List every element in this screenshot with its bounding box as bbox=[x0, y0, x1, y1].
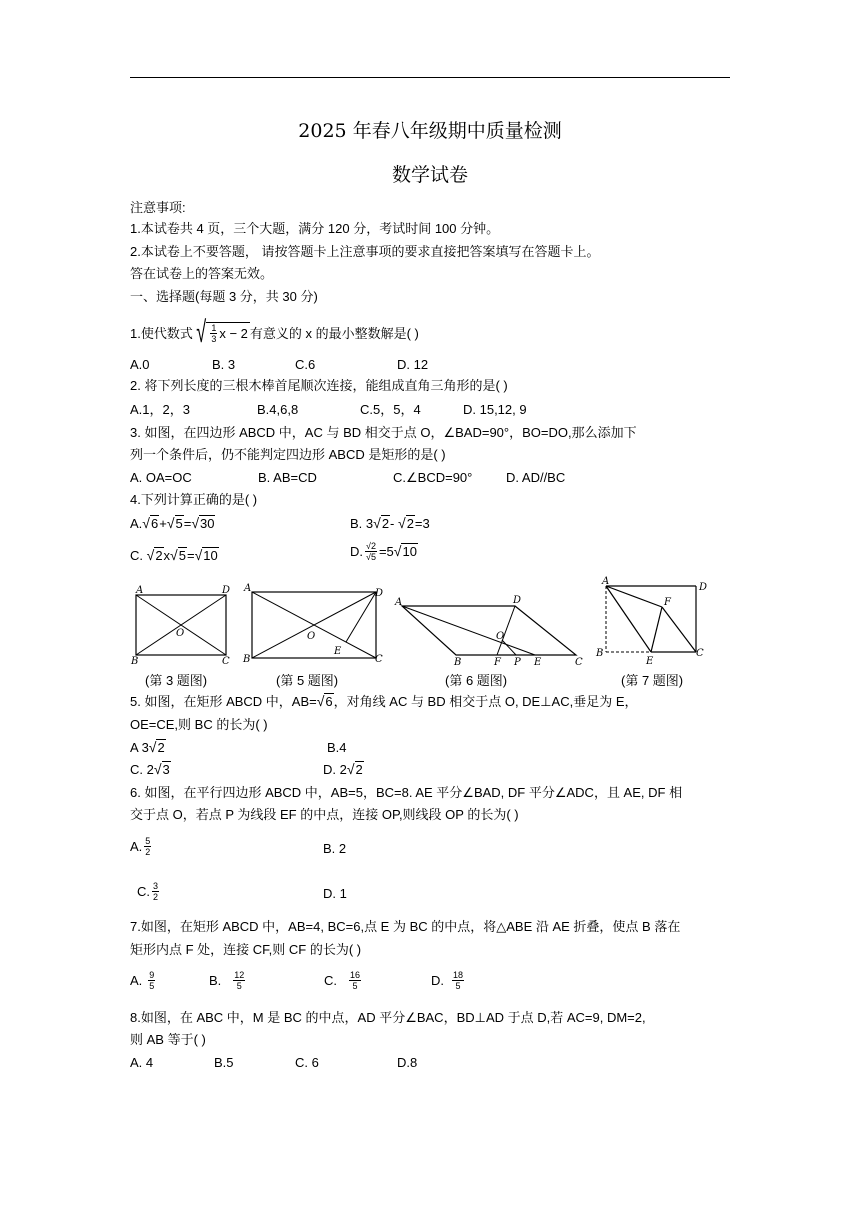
question-6-line-2: 交于点 O，若点 P 为线段 EF 的中点，连接 OP,则线段 OP 的长为( ) bbox=[130, 807, 519, 822]
fig6-label-f: F bbox=[494, 657, 501, 666]
figure-q7 bbox=[592, 576, 714, 666]
q4-option-c: C. √2x√5=√10 bbox=[130, 547, 218, 563]
question-7-line-2: 矩形内点 F 处，连接 CF,则 CF 的长为( ) bbox=[130, 942, 362, 957]
q1-option-d: D. 12 bbox=[397, 357, 429, 372]
question-8-line-2: 则 AB 等于( ) bbox=[130, 1032, 206, 1047]
q1-frac-num: 1 bbox=[211, 323, 217, 333]
q3-option-c: C.∠BCD=90° bbox=[393, 470, 473, 485]
fig7-label-f: F bbox=[664, 597, 671, 608]
question-4-stem: 4.下列计算正确的是( ) bbox=[130, 492, 258, 507]
fig7-label-a: A bbox=[602, 576, 610, 587]
fig6-label-p: P bbox=[514, 657, 521, 666]
figure-caption-q3: (第 3 题图) bbox=[145, 673, 208, 688]
q1-pre: 1.使代数式 bbox=[130, 325, 193, 341]
exam-title: 2025 年春八年级期中质量检测 bbox=[298, 120, 562, 142]
fig3-label-o: O bbox=[176, 628, 185, 639]
fig3-label-b: B bbox=[131, 656, 139, 666]
q1-option-c: C.6 bbox=[295, 357, 316, 372]
q1-option-a: A.0 bbox=[130, 357, 150, 372]
fig6-segment-ae bbox=[402, 606, 535, 655]
q2-option-a: A.1，2，3 bbox=[130, 402, 190, 417]
fig7-label-d: D bbox=[699, 582, 708, 593]
question-7-line-1: 7.如图，在矩形 ABCD 中，AB=4, BC=6,点 E 为 BC 的中点，将△ABE 沿 AE 折叠，使点 B 落在 bbox=[130, 919, 681, 934]
q5-option-b: B.4 bbox=[327, 740, 347, 755]
q4-option-b: B. 3√2- √2=3 bbox=[350, 515, 430, 531]
q3-option-b: B. AB=CD bbox=[258, 470, 317, 485]
fig6-label-o: O bbox=[496, 631, 505, 642]
fig5-label-d: D bbox=[375, 588, 384, 599]
fig6-label-b: B bbox=[454, 657, 462, 666]
fig6-label-c: C bbox=[575, 657, 583, 666]
question-5-line-1: 5. 如图，在矩形 ABCD 中，AB=√6，对角线 AC 与 BD 相交于点 O, DE⊥AC,垂足为 E， bbox=[130, 693, 638, 709]
q3-option-a: A. OA=OC bbox=[130, 470, 192, 485]
fig5-label-b: B bbox=[243, 654, 251, 665]
fig3-label-a: A bbox=[136, 585, 144, 596]
q7-option-a: A. $\frac{9}{5}$ bbox=[130, 970, 155, 991]
section-1-heading: 一、选择题(每题 3 分，共 30 分) bbox=[130, 289, 318, 304]
question-1-stem bbox=[130, 318, 419, 348]
q2-option-b: B.4,6,8 bbox=[257, 402, 299, 417]
q7-option-d: D. $\frac{18}{5}$ bbox=[431, 970, 464, 991]
q7-option-b: B. $\frac{12}{5}$ bbox=[209, 970, 245, 991]
q6-option-a: A. $\frac{5}{2}$ bbox=[130, 836, 151, 857]
fig7-label-e: E bbox=[646, 656, 654, 666]
notes-heading: 注意事项: bbox=[130, 200, 186, 215]
question-5-line-2: OE=CE,则 BC 的长为( ) bbox=[130, 717, 268, 732]
q5-option-a: A 3√2 bbox=[130, 739, 165, 755]
fig6-label-e: E bbox=[534, 657, 542, 666]
figure-q5 bbox=[240, 582, 390, 666]
q8-option-a: A. 4 bbox=[130, 1055, 154, 1070]
fig6-label-a: A bbox=[395, 597, 403, 608]
q1-frac-den: 3 bbox=[211, 334, 217, 344]
q1-post: 有意义的 x 的最小整数解是( ) bbox=[249, 325, 419, 341]
fig7-segment-fe bbox=[651, 607, 662, 652]
fig6-parallelogram bbox=[402, 606, 576, 655]
question-8-line-1: 8.如图，在 ABC 中，M 是 BC 的中点，AD 平分∠BAC，BD⊥AD 于点 D,若 AC=9, DM=2, bbox=[130, 1010, 646, 1025]
q5-option-c: C. 2√3 bbox=[130, 761, 170, 777]
fig6-label-d: D bbox=[513, 595, 522, 606]
figure-caption-q6: (第 6 题图) bbox=[445, 673, 508, 688]
q3-option-d: D. AD//BC bbox=[506, 470, 566, 485]
fig7-segment-ae bbox=[606, 586, 651, 652]
fig5-label-e: E bbox=[334, 646, 342, 657]
q6-option-b: B. 2 bbox=[323, 841, 347, 856]
header-rule bbox=[130, 77, 730, 78]
q8-option-b: B.5 bbox=[214, 1055, 234, 1070]
question-3-line-2: 列一个条件后，仍不能判定四边形 ABCD 是矩形的是( ) bbox=[130, 447, 446, 462]
q1-expr: x − 2 bbox=[219, 326, 248, 341]
fig7-segment-af bbox=[606, 586, 662, 607]
q8-option-c: C. 6 bbox=[295, 1055, 319, 1070]
q5-option-d: D. 2√2 bbox=[323, 761, 363, 777]
fig3-label-c: C bbox=[222, 656, 230, 666]
fig5-label-a: A bbox=[244, 583, 252, 594]
fig5-label-c: C bbox=[375, 654, 383, 665]
q1-radical: √ $\frac{1}{3}$ x − 2 bbox=[196, 316, 248, 349]
notes-line-3: 答在试卷上的答案无效。 bbox=[130, 266, 274, 281]
q7-option-c: C. $\frac{16}{5}$ bbox=[324, 970, 361, 991]
fig7-label-c: C bbox=[696, 648, 704, 659]
question-6-line-1: 6. 如图，在平行四边形 ABCD 中，AB=5，BC=8. AE 平分∠BAD, DF 平分∠ADC，且 AE, DF 相 bbox=[130, 785, 683, 800]
fig3-label-d: D bbox=[222, 585, 231, 596]
q2-option-d: D. 15,12, 9 bbox=[463, 402, 527, 417]
figure-q3 bbox=[126, 582, 238, 666]
exam-subtitle: 数学试卷 bbox=[391, 164, 468, 186]
q4-option-a: A.√6+√5=√30 bbox=[130, 515, 215, 531]
figure-caption-q5: (第 5 题图) bbox=[276, 673, 339, 688]
q8-option-d: D.8 bbox=[397, 1055, 418, 1070]
fig7-label-b: B bbox=[596, 648, 604, 659]
notes-line-1: 1.本试卷共 4 页，三个大题，满分 120 分，考试时间 100 分钟。 bbox=[130, 221, 500, 236]
q1-option-b: B. 3 bbox=[212, 357, 236, 372]
q6-option-d: D. 1 bbox=[323, 886, 347, 901]
q6-option-c: C. $\frac{3}{2}$ bbox=[137, 881, 159, 902]
figure-caption-q7: (第 7 题图) bbox=[621, 673, 684, 688]
figure-q6 bbox=[392, 582, 588, 666]
q4-option-d: D. $\frac{√2}{√5}$ =5 √10 bbox=[350, 541, 417, 562]
question-3-line-1: 3. 如图，在四边形 ABCD 中，AC 与 BD 相交于点 O，∠BAD=90°，BO=DO,那么添加下 bbox=[130, 425, 637, 440]
question-2-stem: 2. 将下列长度的三根木棒首尾顺次连接，能组成直角三角形的是( ) bbox=[130, 378, 508, 393]
q2-option-c: C.5，5，4 bbox=[360, 402, 421, 417]
notes-line-2: 2.本试卷上不要答题， 请按答题卡上注意事项的要求直接把答案填写在答题卡上。 bbox=[130, 244, 600, 259]
fig7-segment-fc bbox=[662, 607, 696, 652]
fig5-label-o: O bbox=[307, 631, 316, 642]
